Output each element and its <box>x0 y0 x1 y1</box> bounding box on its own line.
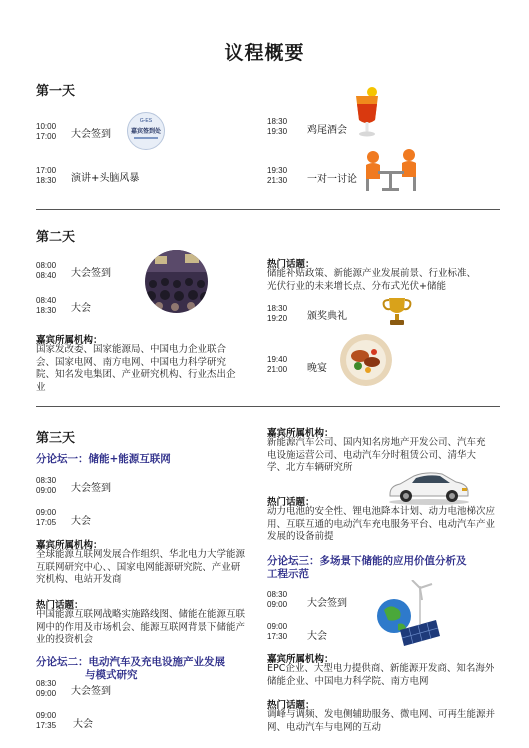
day1-item4-time: 19:30 21:30 <box>267 166 288 185</box>
forum1-title: 分论坛一：储能+能源互联网 <box>36 453 171 465</box>
day1-item1-time: 10:00 17:00 <box>36 122 57 141</box>
forum2-orgs-label: 嘉宾所属机构： <box>267 428 334 439</box>
forum3-orgs: EPC企业、大型电力提供商、新能源开发商、知名海外 储能企业、中国电力科学院、南方电网 <box>267 663 495 687</box>
day2-item2-name: 大会 <box>71 303 91 314</box>
signin-logo-text: 嘉宾签到处 <box>130 128 161 135</box>
forum1-item1-name: 大会签到 <box>71 483 111 494</box>
forum2-orgs: 新能源汽车公司、国内知名房地产开发公司、汽车充 电设施运营公司、电动汽车分时租赁公司、清华大 学、北方车辆研究所 <box>267 437 486 473</box>
day1-heading: 第一天 <box>36 84 76 99</box>
solar-energy-image <box>372 580 440 646</box>
cocktail-icon <box>354 86 380 138</box>
banquet-photo <box>340 334 392 386</box>
forum3-title: 分论坛三：多场景下储能的应用价值分析及 工程示范 <box>267 555 467 580</box>
signin-logo-small: G-ES <box>139 118 153 124</box>
forum3-item2-name: 大会 <box>307 631 327 642</box>
forum3-topics-label: 热门话题： <box>267 700 315 711</box>
forum2-title: 分论坛二：电动汽车及充电设施产业发展 与模式研究 <box>36 656 225 681</box>
forum1-orgs: 全球能源互联网发展合作组织、华北电力大学能源 互联网研究中心、、国家电网能源研究院、产业研 究机构、电站开发商 <box>36 549 246 585</box>
day2-item3-name: 颁奖典礼 <box>307 311 347 322</box>
forum1-topics-label: 热门话题： <box>36 600 84 611</box>
conference-photo <box>145 250 208 313</box>
forum1-item2-name: 大会 <box>71 516 91 527</box>
day1-item1-name: 大会签到 <box>71 129 111 140</box>
forum3-item2-time: 09:00 17:30 <box>267 622 288 641</box>
day1-item2-time: 17:00 18:30 <box>36 166 57 185</box>
forum2-item2-time: 09:00 17:35 <box>36 711 57 730</box>
forum2-item2-name: 大会 <box>73 719 93 730</box>
day3-heading: 第三天 <box>36 431 76 446</box>
page-title: 议程概要 <box>224 42 305 64</box>
day2-item2-time: 08:40 18:30 <box>36 296 57 315</box>
divider-2 <box>36 406 500 407</box>
forum2-item1-name: 大会签到 <box>71 686 111 697</box>
forum2-topics-label: 热门话题： <box>267 497 315 508</box>
forum1-topics: 中国能源互联网战略实施路线图、储能在能源互联 网中的作用及市场机会、能源互联网背景下储能产 业的投资机会 <box>36 609 246 645</box>
forum3-orgs-label: 嘉宾所属机构： <box>267 654 334 665</box>
forum3-item1-name: 大会签到 <box>307 598 347 609</box>
trophy-icon <box>380 295 414 329</box>
electric-car-image <box>386 466 472 506</box>
signin-logo <box>127 112 165 150</box>
forum1-orgs-label: 嘉宾所属机构： <box>36 540 103 551</box>
day2-orgs: 国家发改委、国家能源局、中国电力企业联合 会、国家电网、南方电网、中国电力科学研究 院、知名发电集团、产业研究机构、行业杰出企 业 <box>36 344 236 393</box>
day2-item1-name: 大会签到 <box>71 268 111 279</box>
day2-item3-time: 18:30 19:20 <box>267 304 288 323</box>
day2-item1-time: 08:00 08:40 <box>36 261 57 280</box>
forum3-topics: 调峰与调频、发电侧辅助服务、微电网、可再生能源并 网、电动汽车与电网的互动 <box>267 709 496 733</box>
forum2-item1-time: 08:30 09:00 <box>36 679 57 698</box>
day2-orgs-label: 嘉宾所属机构： <box>36 335 103 346</box>
forum1-item1-time: 08:30 09:00 <box>36 476 57 495</box>
day2-item4-name: 晚宴 <box>307 363 327 374</box>
day1-item4-name: 一对一讨论 <box>307 174 357 185</box>
day2-item4-time: 19:40 21:00 <box>267 355 288 374</box>
day1-item3-time: 18:30 19:30 <box>267 117 288 136</box>
day2-topics: 储能补贴政策、新能源产业发展前景、行业标准、 光伏行业的未来增长点、分布式光伏+储能 <box>267 268 477 292</box>
day2-topics-label: 热门话题： <box>267 259 315 270</box>
forum3-item1-time: 08:30 09:00 <box>267 590 288 609</box>
discussion-icon <box>362 147 420 193</box>
day1-item3-name: 鸡尾酒会 <box>307 125 347 136</box>
day1-item2-name: 演讲+头脑风暴 <box>71 173 140 184</box>
forum1-item2-time: 09:00 17:05 <box>36 508 57 527</box>
forum2-topics: 动力电池的安全性、锂电池降本计划、动力电池梯次应 用、互联互通的电动汽车充电服务平台、电动汽车产业 发展的设备前提 <box>267 506 496 542</box>
day2-heading: 第二天 <box>36 230 76 245</box>
divider-1 <box>36 209 500 210</box>
